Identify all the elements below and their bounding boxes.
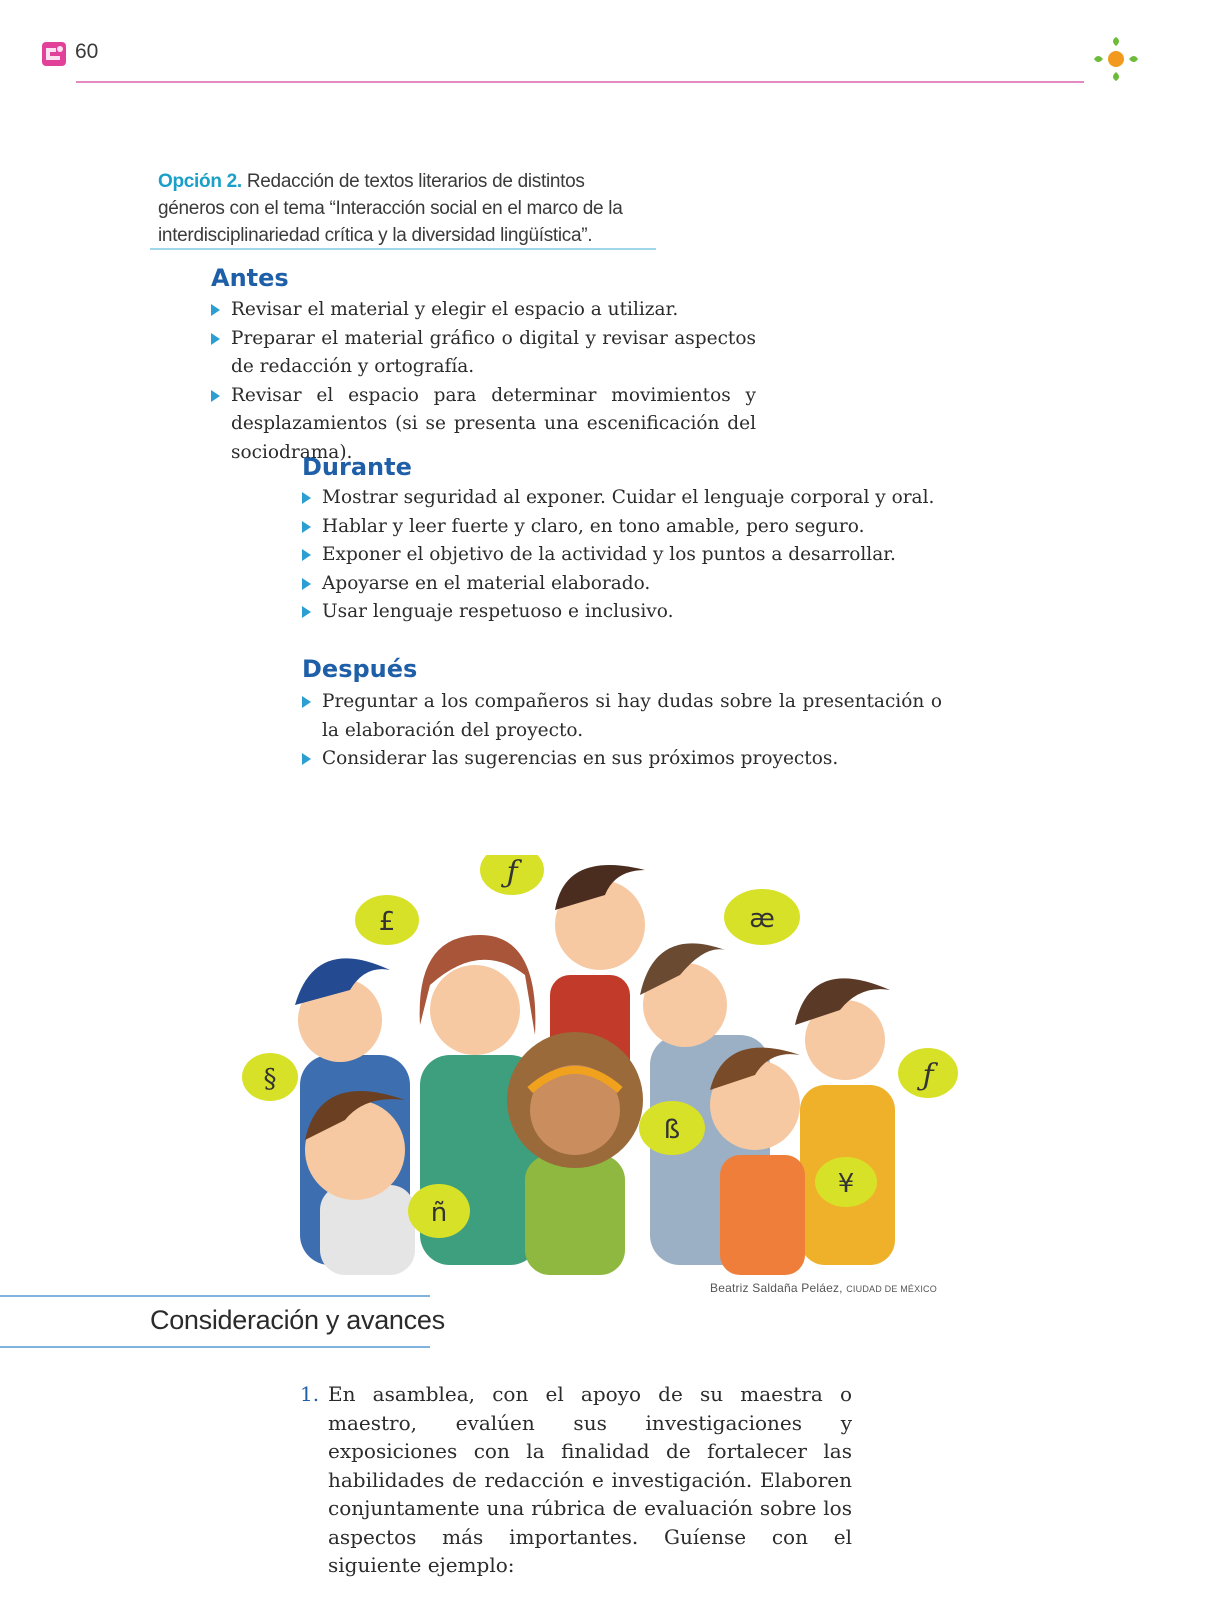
bullet-triangle-icon — [211, 304, 220, 316]
durante-heading: Durante — [302, 453, 412, 481]
list-item: Mostrar seguridad al exponer. Cuidar el lenguaje corporal y oral. — [302, 484, 942, 513]
bullet-triangle-icon — [211, 333, 220, 345]
speech-bubble-enye — [408, 1184, 470, 1238]
page-number: 60 — [75, 40, 99, 63]
bullet-triangle-icon — [302, 606, 311, 618]
speech-bubble-florin — [480, 855, 544, 895]
credit-place: CIUDAD DE MÉXICO — [846, 1284, 937, 1294]
children-illustration — [240, 855, 960, 1275]
decorative-glyph-icon — [40, 40, 68, 68]
header-rule — [76, 81, 1084, 83]
svg-text:§: § — [263, 1064, 277, 1094]
option-text: Redacción de textos literarios de distintos géneros con el tema “Interacción social en el marco de la interdisciplinariedad crítica y la diversidad lingüística”. — [158, 171, 623, 246]
despues-list — [302, 688, 942, 774]
item-text: En asamblea, con el apoyo de su maestra o maestro, evalúen sus investigaciones y exposiciones con la finalidad de fortalecer las habilidades de redacción e investigación. Elaboren conjuntamente una rúbrica de evaluación sobre los aspectos más importantes. Guíense con el siguiente ejemplo: — [328, 1382, 852, 1577]
credit-name: Beatriz Saldaña Peláez, — [710, 1281, 843, 1295]
option-description — [158, 168, 648, 249]
section-rule-bottom — [0, 1346, 430, 1348]
item-number: 1. — [300, 1382, 320, 1406]
svg-text:¥: ¥ — [837, 1169, 855, 1199]
bullet-triangle-icon — [302, 549, 311, 561]
speech-bubble-ae — [724, 889, 800, 945]
list-item: Hablar y leer fuerte y claro, en tono amable, pero seguro. — [302, 513, 942, 542]
option-label: Opción 2. — [158, 171, 242, 192]
svg-text:£: £ — [378, 907, 396, 937]
speech-bubble-eszett — [639, 1101, 705, 1155]
svg-text:ƒ: ƒ — [506, 855, 518, 890]
option-underline — [150, 248, 656, 250]
durante-list — [302, 484, 942, 627]
list-item: Considerar las sugerencias en sus próximos proyectos. — [302, 745, 942, 774]
list-item: Exponer el objetivo de la actividad y los puntos a desarrollar. — [302, 541, 942, 570]
bullet-triangle-icon — [302, 492, 311, 504]
antes-list — [211, 296, 756, 467]
publisher-logo-icon — [1088, 33, 1144, 85]
section-list — [300, 1380, 852, 1580]
bullet-triangle-icon — [302, 753, 311, 765]
bullet-triangle-icon — [302, 696, 311, 708]
list-item: Revisar el material y elegir el espacio a utilizar. — [211, 296, 756, 325]
despues-heading: Después — [302, 655, 418, 683]
bullet-triangle-icon — [302, 578, 311, 590]
svg-text:ñ: ñ — [430, 1198, 448, 1228]
svg-text:ß: ß — [663, 1115, 681, 1145]
speech-bubble-pound — [355, 895, 419, 945]
bullet-triangle-icon — [211, 390, 220, 402]
list-item: Revisar el espacio para determinar movimientos y desplazamientos (si se presenta una escenificación del sociodrama). — [211, 382, 756, 468]
child-figure — [795, 978, 895, 1265]
speech-bubble-section — [242, 1053, 298, 1101]
list-item — [300, 1380, 852, 1580]
svg-text:ƒ: ƒ — [922, 1058, 934, 1093]
svg-text:æ: æ — [749, 904, 775, 934]
antes-heading: Antes — [211, 264, 289, 292]
list-item: Apoyarse en el material elaborado. — [302, 570, 942, 599]
list-item: Preguntar a los compañeros si hay dudas sobre la presentación o la elaboración del proyecto. — [302, 688, 942, 745]
list-item: Preparar el material gráfico o digital y revisar aspectos de redacción y ortografía. — [211, 325, 756, 382]
list-item: Usar lenguaje respetuoso e inclusivo. — [302, 598, 942, 627]
bullet-triangle-icon — [302, 521, 311, 533]
illustration-credit — [710, 1281, 937, 1295]
section-rule-top — [0, 1295, 430, 1297]
section-title: Consideración y avances — [150, 1305, 445, 1335]
speech-bubble-yen — [815, 1157, 877, 1207]
speech-bubble-florin-right — [898, 1048, 958, 1098]
